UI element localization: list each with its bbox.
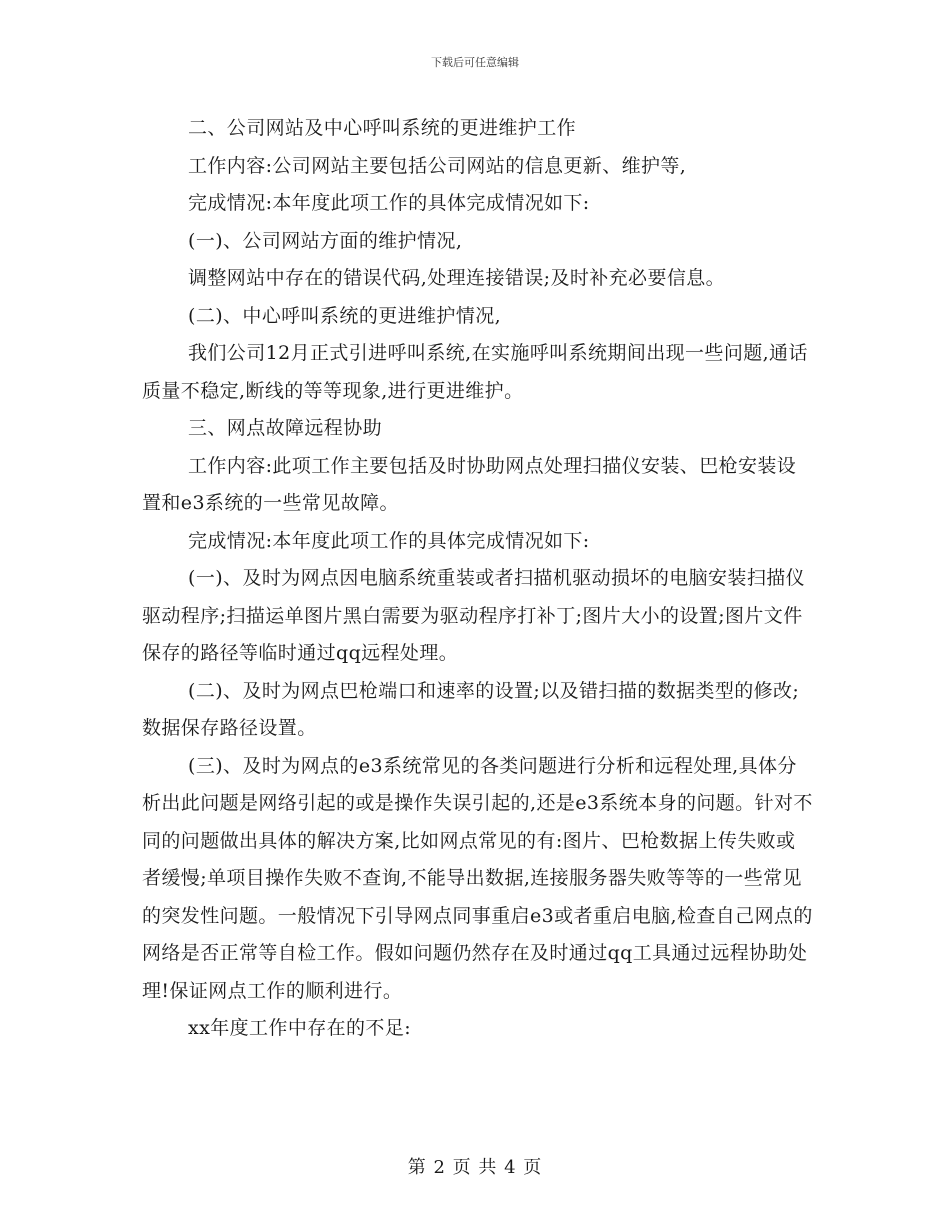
section-heading-2: 二、公司网站及中心呼叫系统的更进维护工作: [188, 117, 577, 139]
paragraph: (二)、中心呼叫系统的更进维护情况,: [188, 304, 502, 327]
paragraph: 工作内容:公司网站主要包括公司网站的信息更新、维护等,: [188, 154, 687, 177]
paragraph: (一)、及时为网点因电脑系统重装或者扫描机驱动损坏的电脑安装扫描仪驱动程序;扫描运单图片黑白需要为驱动程序打补丁;图片大小的设置;图片文件保存的路径等临时通过qq远程处理。: [142, 567, 806, 664]
paragraph: 工作内容:此项工作主要包括及时协助网点处理扫描仪安装、巴枪安装设置和e3系统的一些常见故障。: [142, 454, 797, 514]
page-number: 第 2 页 共 4 页: [407, 1157, 543, 1178]
paragraph: 完成情况:本年度此项工作的具体完成情况如下:: [188, 192, 590, 214]
paragraph: (三)、及时为网点的e3系统常见的各类问题进行分析和远程处理,具体分析出此问题是网络引起的或是操作失误引起的,还是e3系统本身的问题。针对不同的问题做出具体的解决方案,比如网点常见的有:图片、巴枪数据上传失败或者缓慢;单项目操作失败不查询,不能导出数据,连接服务器失败等等的一些常见的突发性问题。一般情况下引导网点同事重启e3或者重启电脑,检查自己网点的网络是否正常等自检工作。假如问题仍然存在及时通过qq工具通过远程协助处理!保证网点工作的顺利进行。: [142, 754, 813, 1002]
paragraph: 完成情况:本年度此项工作的具体完成情况如下:: [188, 529, 590, 552]
paragraph: (二)、及时为网点巴枪端口和速率的设置;以及错扫描的数据类型的修改;数据保存路径设置。: [142, 679, 800, 739]
paragraph: xx年度工作中存在的不足:: [188, 1017, 412, 1039]
paragraph: 调整网站中存在的错误代码,处理连接错误;及时补充必要信息。: [188, 267, 726, 289]
paragraph: 我们公司12月正式引进呼叫系统,在实施呼叫系统期间出现一些问题,通话质量不稳定,断线的等等现象,进行更进维护。: [142, 342, 808, 402]
document-body: [142, 110, 814, 1048]
page-header-note: 下载后可任意编辑: [431, 56, 519, 69]
paragraph: (一)、公司网站方面的维护情况,: [188, 229, 463, 252]
section-heading-3: 三、网点故障远程协助: [188, 417, 383, 439]
